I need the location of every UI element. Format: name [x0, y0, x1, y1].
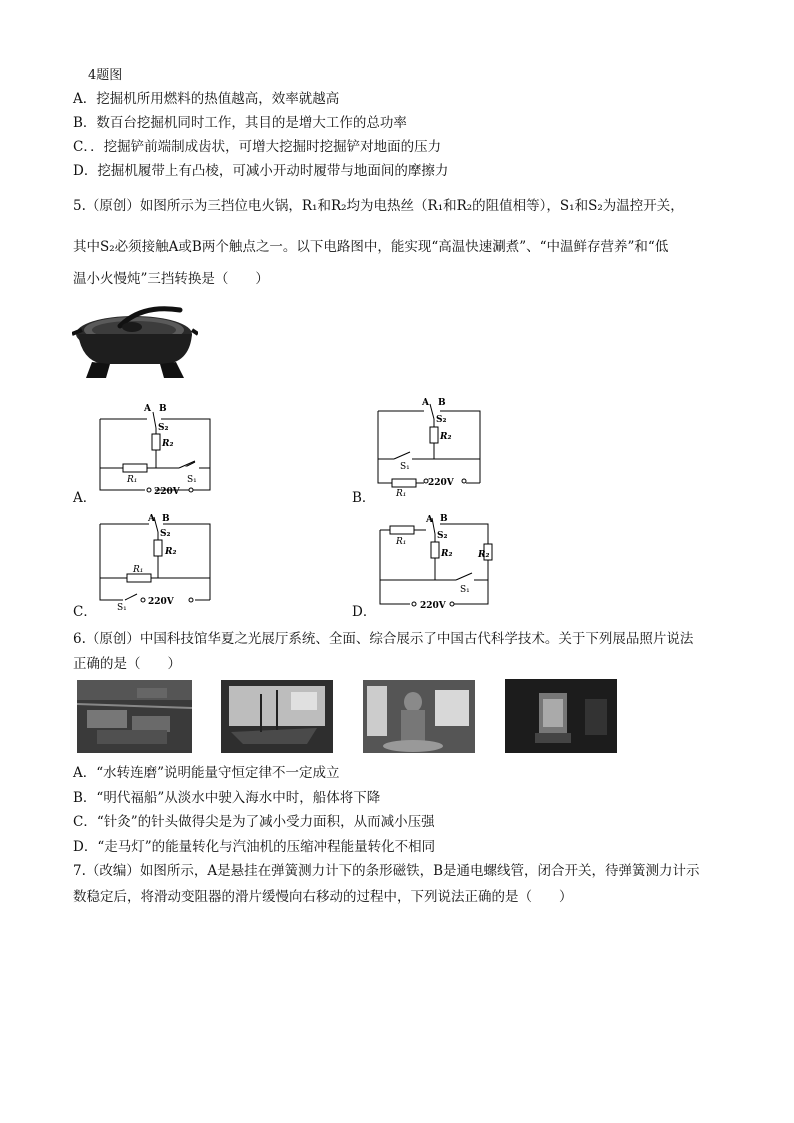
- q6-option-a: A．“水转连磨”说明能量守恒定律不一定成立: [73, 765, 340, 781]
- label-r2: R₂: [162, 439, 174, 449]
- q5-stem-line1: 5.（原创）如图所示为三挡位电火锅，R₁和R₂均为电热丝（R₁和R₂的阻值相等），S₁和S₂为温控开关，: [73, 198, 684, 214]
- q5-option-a-letter: A．: [73, 490, 97, 506]
- exhibit-photo-acupuncture: [363, 680, 475, 753]
- label-b: B: [440, 514, 448, 524]
- q7-stem-line1: 7.（改编）如图所示，A是悬挂在弹簧测力计下的条形磁铁，B是通电螺线管，闭合开关，待弹簧测力计示: [73, 863, 700, 879]
- circuit-diagram-b: [372, 397, 492, 497]
- circuit-diagram-d: [372, 512, 497, 612]
- q5-stem-line3: 温小火慢炖”三挡转换是（ ）: [73, 271, 269, 287]
- label-s1: S₁: [117, 603, 127, 610]
- q6-stem-line1: 6.（原创）中国科技馆华夏之光展厅系统、全面、综合展示了中国古代科学技术。关于下列展品照片说法: [73, 631, 694, 647]
- q5-option-d-letter: D．: [352, 604, 377, 620]
- label-s2: S₂: [437, 531, 448, 541]
- label-b: B: [159, 404, 167, 414]
- q4-option-d: D．挖掘机履带上有凸棱，可减小开动时履带与地面间的摩擦力: [73, 163, 449, 179]
- figure-caption-q4: 4题图: [88, 68, 123, 83]
- label-r1: R₁: [396, 537, 407, 547]
- label-a: A: [144, 404, 151, 414]
- label-s2: S₂: [160, 529, 171, 539]
- q7-stem-line2: 数稳定后，将滑动变阻器的滑片缓慢向右移动的过程中，下列说法正确的是（ ）: [73, 889, 573, 905]
- q5-stem-line2: 其中S₂必须接触A或B两个触点之一。以下电路图中，能实现“高温快速涮煮”、“中温鲜存营养”和“低: [73, 239, 669, 255]
- q5-option-c-letter: C．: [73, 604, 97, 620]
- q6-stem-line2: 正确的是（ ）: [73, 656, 181, 672]
- label-voltage: 220V: [154, 487, 180, 497]
- label-r2-right: R₂: [478, 550, 490, 560]
- label-s2: S₂: [436, 415, 447, 425]
- label-s1: S₁: [460, 585, 470, 595]
- q4-option-a: A．挖掘机所用燃料的热值越高，效率就越高: [73, 91, 340, 107]
- label-voltage: 220V: [148, 597, 174, 607]
- exhibit-photo-lantern: [505, 679, 617, 753]
- q4-option-b: B．数百台挖掘机同时工作，其目的是增大工作的总功率: [73, 115, 407, 131]
- circuit-diagram-c: [95, 512, 220, 610]
- label-a: A: [148, 514, 155, 524]
- q5-option-b-letter: B．: [352, 490, 376, 506]
- circuit-diagram-a: [95, 402, 220, 500]
- label-voltage: 220V: [420, 601, 446, 611]
- exhibit-photo-water-mill: [77, 680, 192, 753]
- label-r1: R₁: [133, 565, 144, 575]
- label-s1: S₁: [187, 475, 197, 485]
- label-a: A: [426, 515, 433, 525]
- exhibit-photo-ming-ship: [221, 680, 333, 753]
- label-b: B: [162, 514, 170, 524]
- label-r1: R₁: [127, 475, 138, 485]
- q6-option-c: C．“针灸”的针头做得尖是为了减小受力面积，从而减小压强: [73, 814, 435, 830]
- label-b: B: [438, 398, 446, 408]
- q6-option-d: D．“走马灯”的能量转化与汽油机的压缩冲程能量转化不相同: [73, 839, 436, 855]
- label-a: A: [422, 398, 429, 408]
- label-s1: S₁: [400, 462, 410, 472]
- label-voltage: 220V: [428, 478, 454, 488]
- label-s2: S₂: [158, 423, 169, 433]
- label-r2: R₂: [441, 549, 453, 559]
- q6-option-b: B．“明代福船”从淡水中驶入海水中时，船体将下降: [73, 790, 381, 806]
- q4-option-c: C．．挖掘铲前端制成齿状，可增大挖掘时挖掘铲对地面的压力: [73, 139, 442, 155]
- label-r2: R₂: [165, 547, 177, 557]
- hotpot-image: [72, 300, 198, 382]
- label-r1: R₁: [396, 489, 407, 497]
- label-r2: R₂: [440, 432, 452, 442]
